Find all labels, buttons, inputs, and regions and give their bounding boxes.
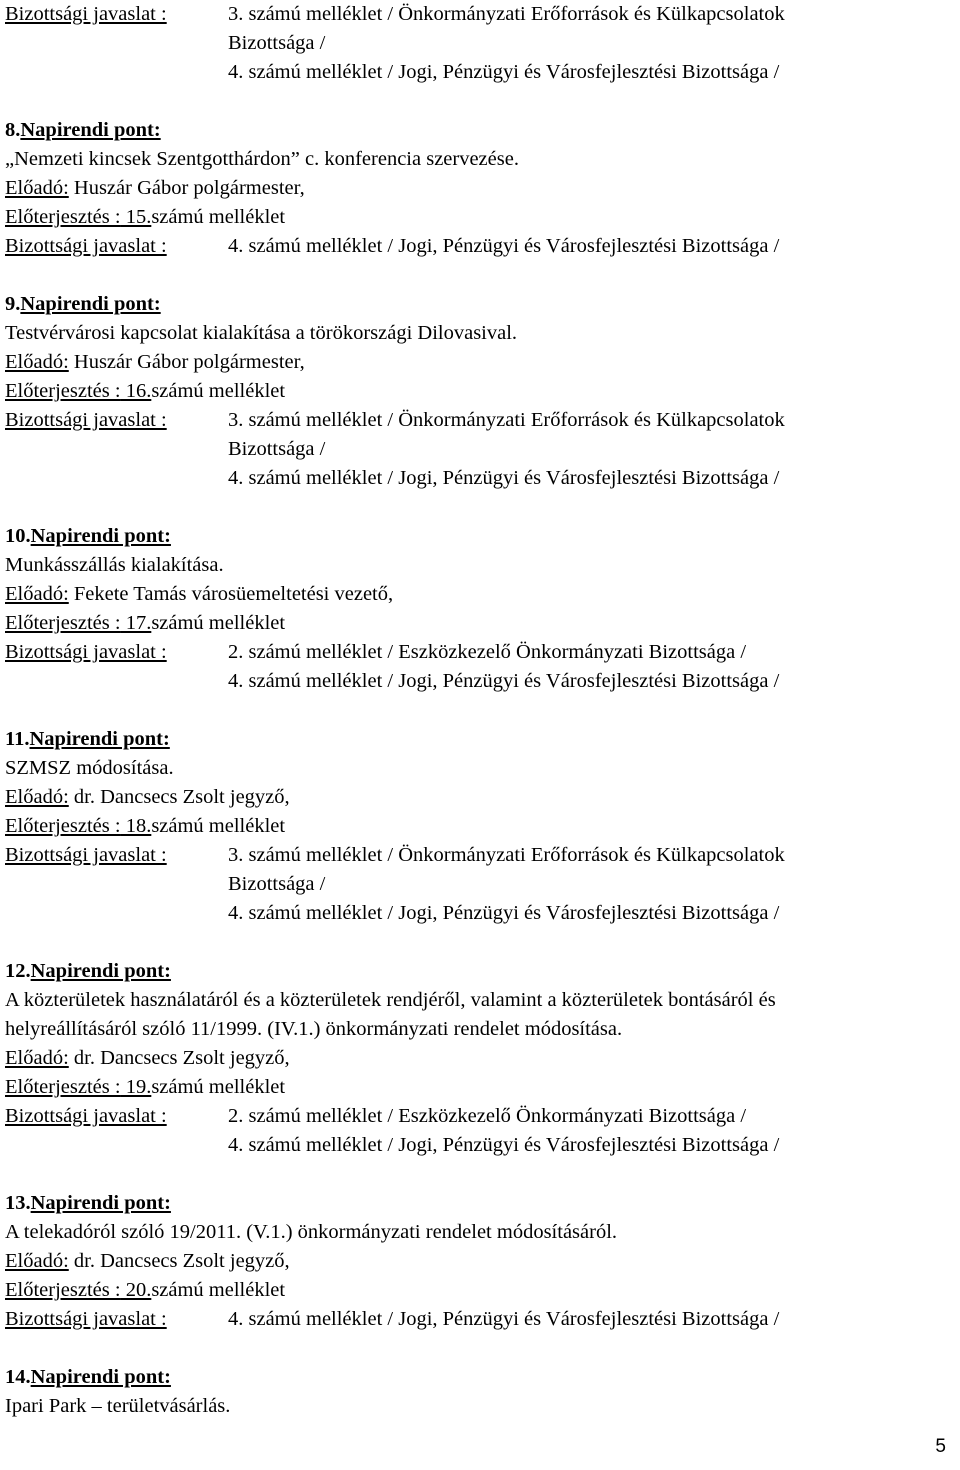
spacer — [5, 696, 955, 725]
presenter-line — [5, 580, 955, 609]
submission-text: számú melléklet — [151, 206, 286, 228]
committee-line — [5, 406, 955, 435]
submission-text: számú melléklet — [151, 612, 286, 634]
agenda-item-heading: Napirendi pont: — [20, 119, 161, 141]
committee-line — [5, 1102, 955, 1131]
agenda-item-header — [5, 116, 955, 145]
agenda-item — [5, 493, 955, 696]
committee-label: Bizottsági javaslat : — [5, 1308, 167, 1330]
committee-text: Bizottsága / — [228, 873, 326, 895]
spacer — [5, 261, 955, 290]
presenter-label: Előadó: — [5, 177, 69, 199]
agenda-item-title: Ipari Park – területvásárlás. — [5, 1395, 231, 1417]
committee-text: 3. számú melléklet / Önkormányzati Erőforrások és Külkapcsolatok — [228, 3, 785, 25]
presenter-line — [5, 783, 955, 812]
agenda-item-heading: Napirendi pont: — [29, 728, 170, 750]
presenter-label: Előadó: — [5, 1047, 69, 1069]
agenda-item-title: helyreállításáról szóló 11/1999. (IV.1.) önkormányzati rendelet módosítása. — [5, 1018, 623, 1040]
agenda-item-title: SZMSZ módosítása. — [5, 757, 174, 779]
committee-text: 3. számú melléklet / Önkormányzati Erőforrások és Külkapcsolatok — [228, 844, 785, 866]
spacer — [5, 493, 955, 522]
presenter-line — [5, 1044, 955, 1073]
presenter-line — [5, 1247, 955, 1276]
document-page — [5, 0, 955, 1421]
presenter-label: Előadó: — [5, 786, 69, 808]
agenda-item-header — [5, 725, 955, 754]
presenter-name: dr. Dancsecs Zsolt jegyző, — [68, 786, 290, 808]
agenda-item-title: „Nemzeti kincsek Szentgotthárdon” c. konferencia szervezése. — [5, 148, 519, 170]
submission-label — [5, 815, 151, 837]
agenda-item-title: Munkásszállás kialakítása. — [5, 554, 224, 576]
agenda-item — [5, 1334, 955, 1421]
submission-label-text: Előterjesztés : — [5, 815, 121, 837]
agenda-item-number: 9. — [5, 293, 21, 315]
agenda-item-heading: Napirendi pont: — [30, 960, 171, 982]
agenda-item — [5, 1160, 955, 1334]
submission-line — [5, 812, 955, 841]
agenda-item-title: Testvérvárosi kapcsolat kialakítása a törökországi Dilovasival. — [5, 322, 518, 344]
submission-number: 20. — [120, 1279, 152, 1301]
submission-line — [5, 377, 955, 406]
agenda-item-number: 12. — [5, 960, 31, 982]
committee-text: Bizottsága / — [228, 32, 326, 54]
submission-line — [5, 609, 955, 638]
agenda-item-header — [5, 290, 955, 319]
agenda-items — [5, 87, 955, 1334]
submission-label-text: Előterjesztés : — [5, 1279, 121, 1301]
submission-number: 18. — [120, 815, 152, 837]
committee-text: 4. számú melléklet / Jogi, Pénzügyi és Városfejlesztési Bizottsága / — [228, 467, 780, 489]
committee-text: 2. számú melléklet / Eszközkezelő Önkormányzati Bizottsága / — [228, 1105, 747, 1127]
presenter-name: Fekete Tamás városüemeltetési vezető, — [68, 583, 394, 605]
agenda-item-heading: Napirendi pont: — [20, 293, 161, 315]
agenda-item-number: 14. — [5, 1366, 31, 1388]
submission-label — [5, 612, 151, 634]
agenda-item-header — [5, 957, 955, 986]
submission-number: 15. — [120, 206, 152, 228]
agenda-item-header — [5, 522, 955, 551]
agenda-item-number: 8. — [5, 119, 21, 141]
submission-line — [5, 1073, 955, 1102]
agenda-item-title: A telekadóról szóló 19/2011. (V.1.) önkormányzati rendelet módosításáról. — [5, 1221, 618, 1243]
committee-text: 4. számú melléklet / Jogi, Pénzügyi és Városfejlesztési Bizottsága / — [228, 902, 780, 924]
presenter-line — [5, 174, 955, 203]
submission-label-text: Előterjesztés : — [5, 1076, 121, 1098]
committee-line — [5, 638, 955, 667]
agenda-item-heading: Napirendi pont: — [30, 1366, 171, 1388]
submission-number: 17. — [120, 612, 152, 634]
agenda-item — [5, 696, 955, 928]
submission-line — [5, 1276, 955, 1305]
presenter-name: dr. Dancsecs Zsolt jegyző, — [68, 1047, 290, 1069]
committee-label: Bizottsági javaslat : — [5, 3, 167, 25]
submission-label — [5, 380, 151, 402]
submission-label — [5, 1279, 151, 1301]
submission-text: számú melléklet — [151, 815, 286, 837]
agenda-item-header — [5, 1189, 955, 1218]
agenda-item-number: 10. — [5, 525, 31, 547]
committee-label: Bizottsági javaslat : — [5, 844, 167, 866]
submission-text: számú melléklet — [151, 1279, 286, 1301]
committee-text: 4. számú melléklet / Jogi, Pénzügyi és Városfejlesztési Bizottsága / — [228, 1134, 780, 1156]
submission-label-text: Előterjesztés : — [5, 206, 121, 228]
submission-text: számú melléklet — [151, 380, 286, 402]
committee-text: 4. számú melléklet / Jogi, Pénzügyi és Városfejlesztési Bizottsága / — [228, 670, 780, 692]
agenda-item-number: 13. — [5, 1192, 31, 1214]
submission-line — [5, 203, 955, 232]
agenda-item — [5, 261, 955, 493]
committee-text: 4. számú melléklet / Jogi, Pénzügyi és Városfejlesztési Bizottsága / — [228, 1308, 780, 1330]
spacer — [5, 928, 955, 957]
agenda-item-number: 11. — [5, 728, 30, 750]
spacer — [5, 87, 955, 116]
committee-text: 3. számú melléklet / Önkormányzati Erőforrások és Külkapcsolatok — [228, 409, 785, 431]
presenter-label: Előadó: — [5, 1250, 69, 1272]
agenda-item-heading: Napirendi pont: — [30, 1192, 171, 1214]
committee-label: Bizottsági javaslat : — [5, 1105, 167, 1127]
committee-line — [5, 232, 955, 261]
page-number: 5 — [935, 1436, 946, 1457]
submission-label — [5, 1076, 151, 1098]
committee-label: Bizottsági javaslat : — [5, 641, 167, 663]
presenter-label: Előadó: — [5, 351, 69, 373]
presenter-line — [5, 348, 955, 377]
submission-text: számú melléklet — [151, 1076, 286, 1098]
committee-text: 2. számú melléklet / Eszközkezelő Önkormányzati Bizottsága / — [228, 641, 747, 663]
submission-label-text: Előterjesztés : — [5, 380, 121, 402]
intro-block — [5, 0, 955, 87]
presenter-name: dr. Dancsecs Zsolt jegyző, — [68, 1250, 290, 1272]
presenter-label: Előadó: — [5, 583, 69, 605]
committee-label: Bizottsági javaslat : — [5, 409, 167, 431]
agenda-item — [5, 87, 955, 261]
committee-text: Bizottsága / — [228, 438, 326, 460]
agenda-item-title: A közterületek használatáról és a közterületek rendjéről, valamint a közterületek bontásáról és — [5, 989, 776, 1011]
committee-text: 4. számú melléklet / Jogi, Pénzügyi és Városfejlesztési Bizottsága / — [228, 61, 780, 83]
agenda-item — [5, 928, 955, 1160]
submission-number: 19. — [120, 1076, 152, 1098]
committee-line — [5, 1305, 955, 1334]
submission-label — [5, 206, 151, 228]
committee-line — [5, 841, 955, 870]
agenda-item-heading: Napirendi pont: — [30, 525, 171, 547]
submission-number: 16. — [120, 380, 152, 402]
committee-text: 4. számú melléklet / Jogi, Pénzügyi és Városfejlesztési Bizottsága / — [228, 235, 780, 257]
presenter-name: Huszár Gábor polgármester, — [68, 351, 305, 373]
committee-label: Bizottsági javaslat : — [5, 235, 167, 257]
spacer — [5, 1160, 955, 1189]
submission-label-text: Előterjesztés : — [5, 612, 121, 634]
presenter-name: Huszár Gábor polgármester, — [68, 177, 305, 199]
